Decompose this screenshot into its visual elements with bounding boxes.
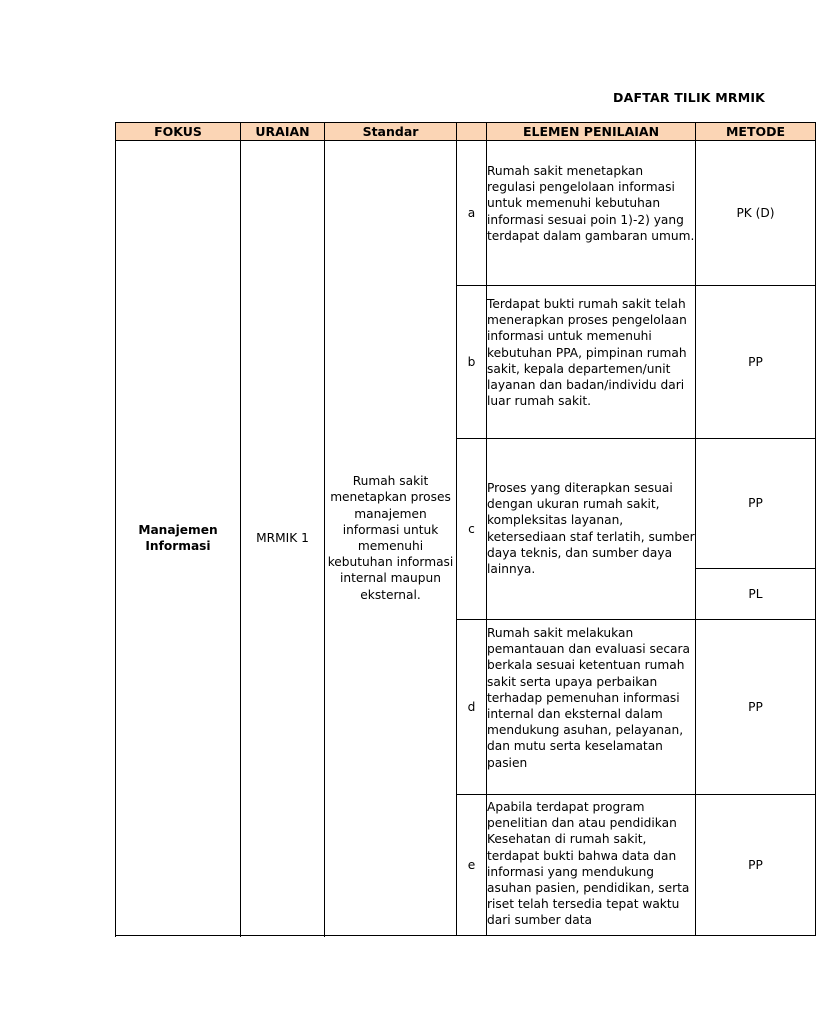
header-standar: Standar [325, 123, 457, 141]
metode-cell: PP [696, 286, 816, 439]
element-code: b [457, 286, 487, 439]
element-text [487, 141, 696, 286]
header-elemen-penilaian: ELEMEN PENILAIAN [487, 123, 696, 141]
table-header-row [116, 123, 816, 141]
element-text-content: Rumah sakit melakukan pemantauan dan evaluasi secara berkala sesuai ketentuan rumah sakit serta upaya perbaikan terhadap pemenuhan informasi internal dan eksternal dalam mendukung asuhan, pelayanan, dan mutu serta keselamatan pasien [487, 626, 691, 770]
uraian-text: MRMIK 1 [256, 530, 309, 545]
element-code: d [457, 620, 487, 795]
standar-text: Rumah sakit menetapkan proses manajemen informasi untuk memenuhi kebutuhan informasi internal maupun eksternal. [327, 474, 454, 602]
element-text-content: Terdapat bukti rumah sakit telah menerapkan proses pengelolaan informasi untuk memenuhi kebutuhan PPA, pimpinan rumah sakit, kepala departemen/unit layanan dan badan/individu dari luar rumah sakit. [487, 297, 687, 409]
element-text-content: Proses yang diterapkan sesuai dengan ukuran rumah sakit, kompleksitas layanan, ketersediaan staf terlatih, sumber daya teknis, dan sumber daya lainnya. [487, 481, 695, 577]
header-metode: METODE [696, 123, 816, 141]
checklist-table [115, 122, 816, 936]
element-text [487, 620, 696, 795]
header-fokus: FOKUS [116, 123, 241, 141]
metode-cell: PL [696, 569, 816, 620]
element-text-content: Apabila terdapat program penelitian dan atau pendidikan Kesehatan di rumah sakit, terdapat bukti bahwa data dan informasi yang mendukung asuhan pasien, pendidikan, serta riset telah tersedia tepat waktu dari sumber data [487, 800, 690, 928]
table-row [116, 141, 816, 286]
element-text [487, 286, 696, 439]
metode-cell: PP [696, 795, 816, 936]
element-text-content: Rumah sakit menetapkan regulasi pengelolaan informasi untuk memenuhi kebutuhan informasi sesuai poin 1)-2) yang terdapat dalam gambaran umum. [487, 164, 695, 243]
metode-cell: PP [696, 620, 816, 795]
element-code: a [457, 141, 487, 286]
header-uraian: URAIAN [241, 123, 325, 141]
fokus-text: Manajemen Informasi [138, 522, 218, 553]
header-code [457, 123, 487, 141]
document-title: DAFTAR TILIK MRMIK [613, 90, 766, 105]
metode-cell: PP [696, 439, 816, 569]
element-text [487, 439, 696, 620]
element-code: c [457, 439, 487, 620]
uraian-cell [241, 141, 325, 936]
element-code: e [457, 795, 487, 936]
metode-cell: PK (D) [696, 141, 816, 286]
fokus-cell [116, 141, 241, 936]
element-text [487, 795, 696, 936]
standar-cell [325, 141, 457, 936]
